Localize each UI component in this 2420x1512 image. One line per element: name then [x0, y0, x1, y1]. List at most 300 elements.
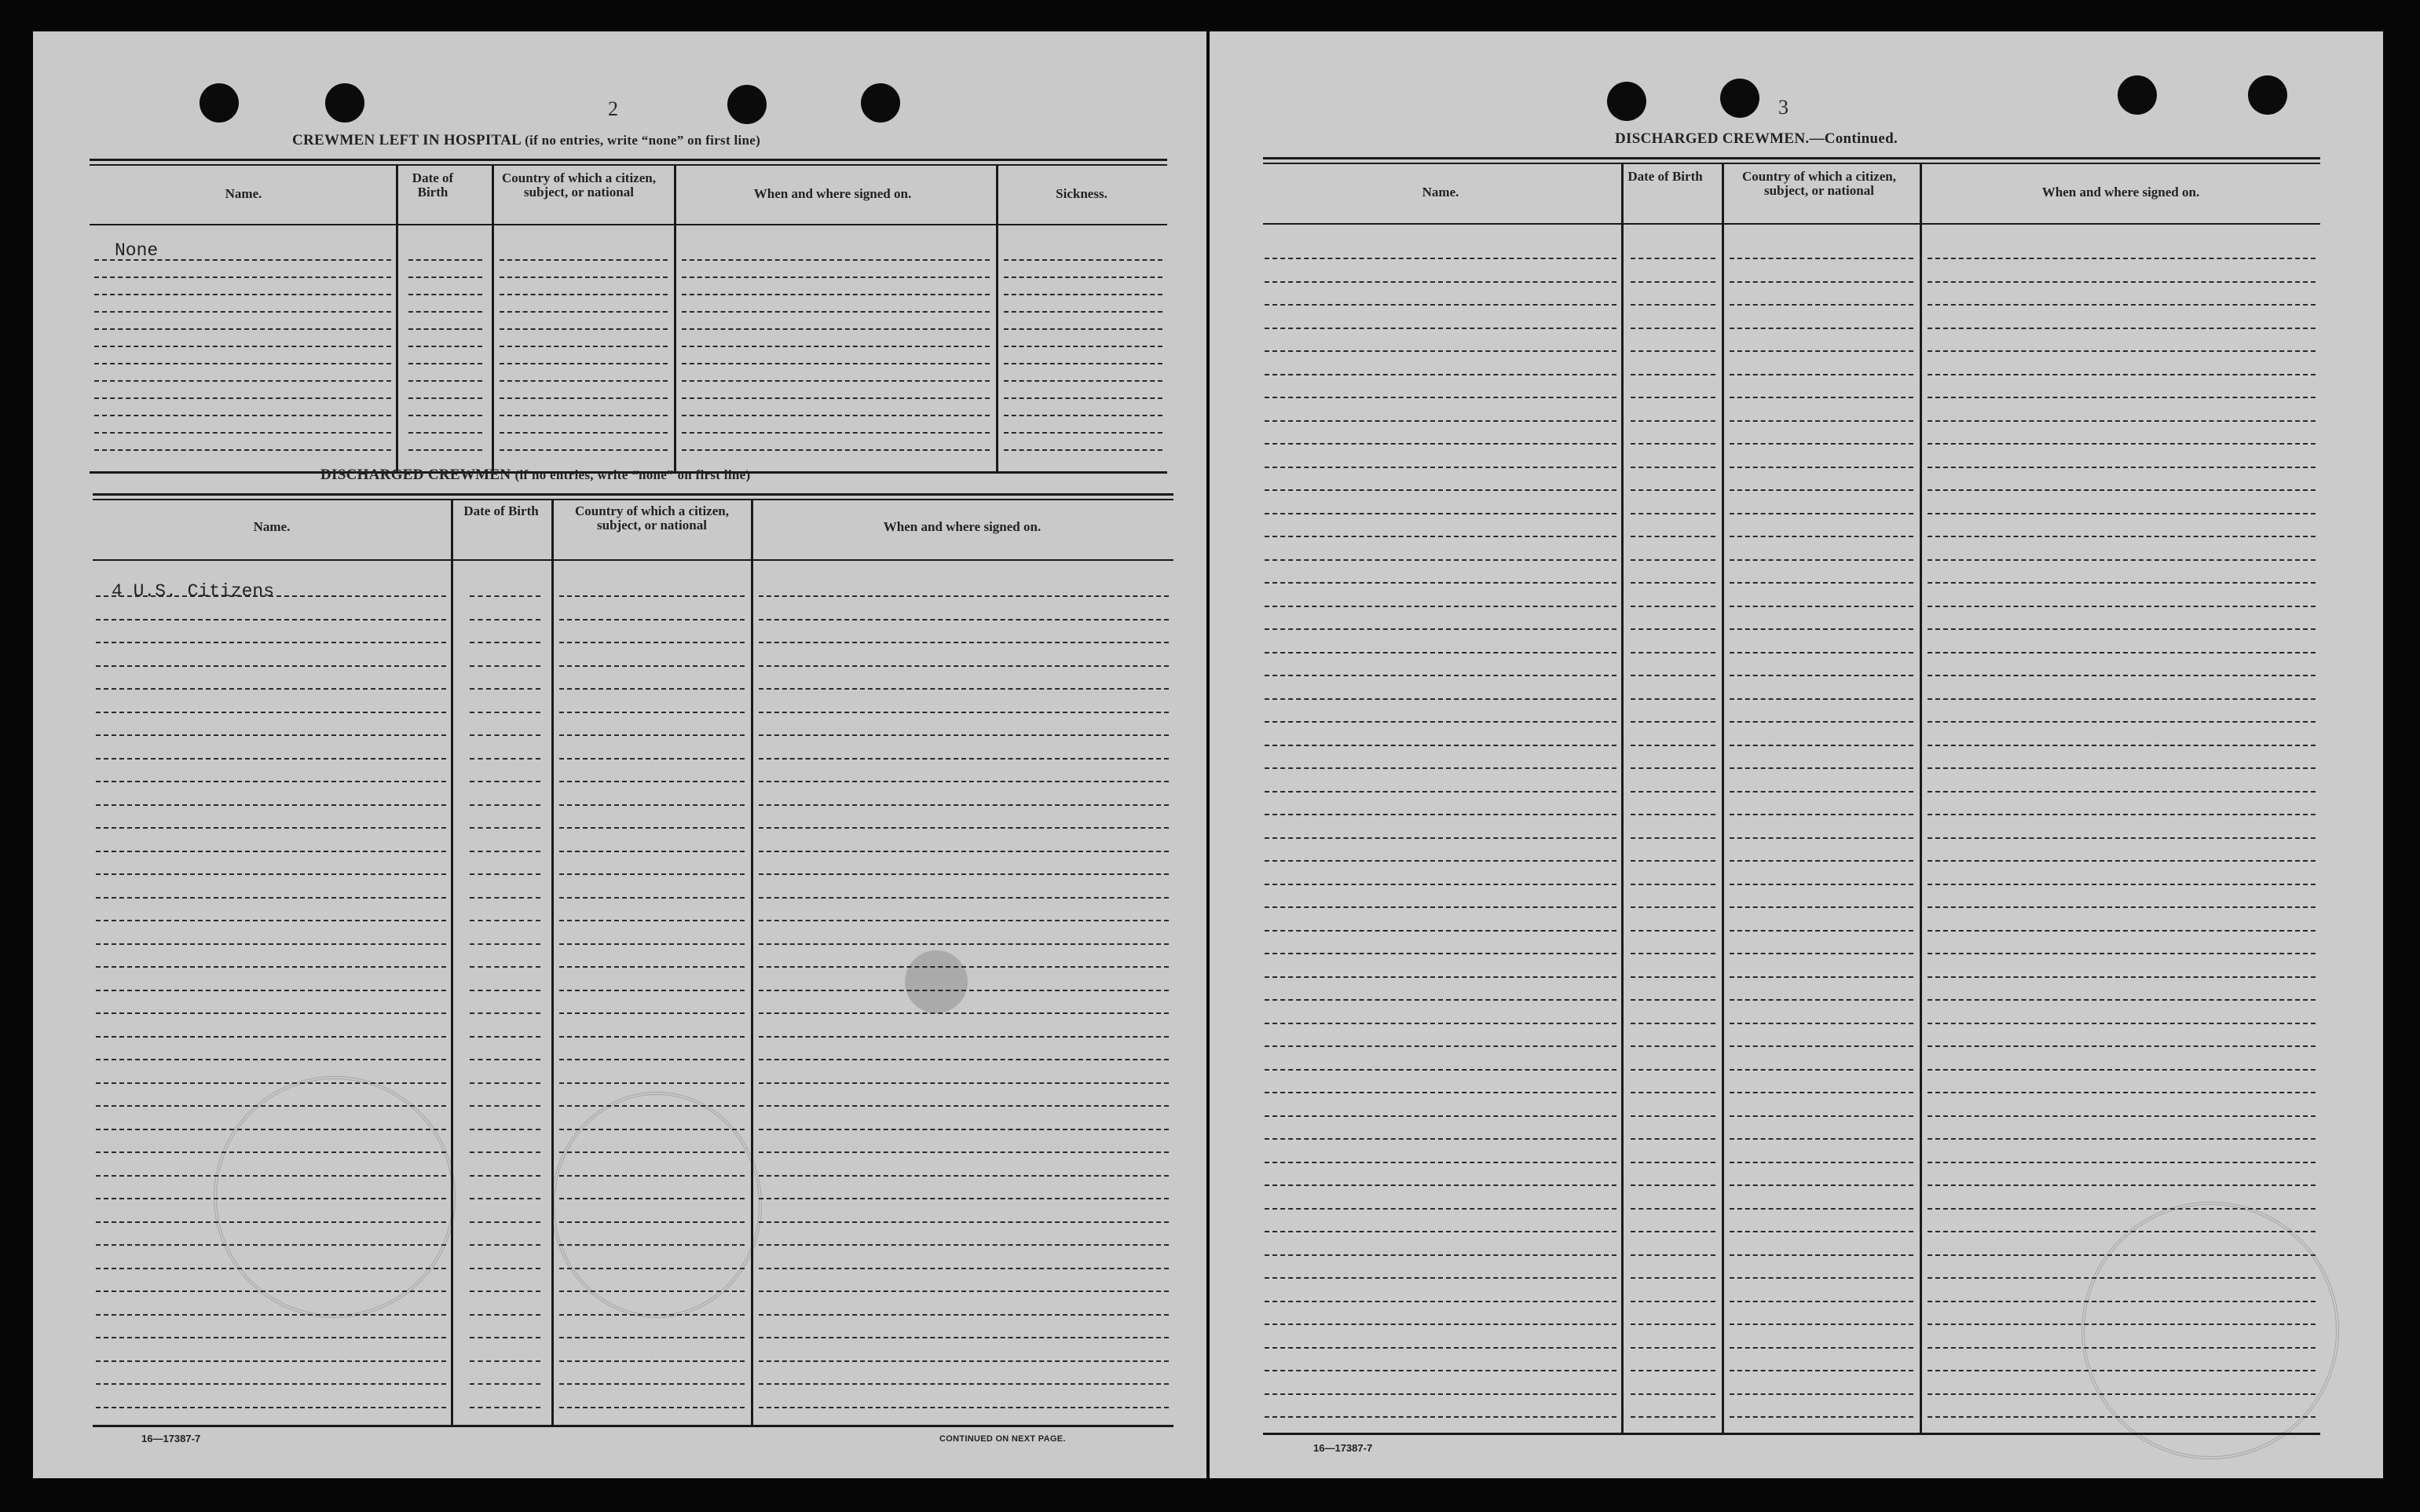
row-line — [1730, 652, 1913, 653]
row-line — [470, 1198, 540, 1199]
row-line — [96, 943, 446, 945]
row-line — [1730, 1045, 1913, 1047]
row-line — [1265, 281, 1616, 283]
row-line — [1928, 767, 2316, 769]
row-line — [470, 1151, 540, 1153]
row-line — [1004, 363, 1162, 364]
section-title-discharged-continued — [1615, 130, 1898, 148]
section-title-text: CREWMEN LEFT IN HOSPITAL — [292, 132, 522, 148]
row-line — [1730, 536, 1913, 537]
row-line — [759, 804, 1169, 806]
row-line — [1730, 606, 1913, 607]
row-line — [96, 712, 446, 713]
row-line — [470, 734, 540, 736]
smudge — [905, 950, 968, 1013]
row-line — [1928, 1162, 2316, 1163]
row-line — [1730, 1416, 1913, 1418]
row-line — [1928, 814, 2316, 815]
row-line — [1631, 675, 1715, 676]
row-line — [1631, 1092, 1715, 1093]
row-line — [1265, 1184, 1616, 1186]
left-page — [33, 31, 1206, 1478]
row-line — [1265, 814, 1616, 815]
row-line — [1928, 1301, 2316, 1302]
row-line — [1631, 1370, 1715, 1371]
row-line — [1265, 837, 1616, 839]
punch-hole — [1720, 79, 1759, 118]
row-line — [96, 1291, 446, 1292]
row-line — [96, 1036, 446, 1038]
row-line — [408, 432, 482, 434]
row-line — [1265, 489, 1616, 491]
row-line — [759, 943, 1169, 945]
row-line — [559, 1175, 745, 1177]
row-line — [559, 781, 745, 782]
header-rule — [93, 559, 1173, 561]
row-line — [500, 397, 668, 399]
row-line — [1730, 814, 1913, 815]
row-line — [94, 432, 391, 434]
row-line — [1730, 930, 1913, 932]
row-line — [1265, 443, 1616, 445]
row-line — [1928, 1069, 2316, 1071]
row-line — [470, 1012, 540, 1014]
row-line — [1928, 1347, 2316, 1349]
row-line — [1730, 1277, 1913, 1279]
row-line — [408, 294, 482, 295]
row-line — [1928, 328, 2316, 329]
row-line — [1928, 489, 2316, 491]
row-line — [1730, 559, 1913, 561]
row-line — [1730, 791, 1913, 793]
row-line — [96, 851, 446, 852]
row-line — [759, 595, 1169, 597]
row-line — [96, 966, 446, 968]
row-line — [1928, 350, 2316, 352]
section-title-hospital — [292, 132, 760, 149]
row-line — [559, 943, 745, 945]
row-line — [1265, 721, 1616, 723]
column-header: Date of Birth — [463, 503, 539, 518]
row-line — [759, 1082, 1169, 1084]
row-line — [408, 346, 482, 347]
row-line — [1730, 1069, 1913, 1071]
row-line — [1631, 1045, 1715, 1047]
row-line — [1004, 311, 1162, 313]
row-line — [1265, 675, 1616, 676]
row-line — [559, 1082, 745, 1084]
row-line — [559, 1105, 745, 1107]
row-line — [559, 966, 745, 968]
row-line — [559, 734, 745, 736]
row-line — [96, 1175, 446, 1177]
row-line — [1928, 304, 2316, 306]
row-line — [1631, 1254, 1715, 1256]
row-line — [1004, 415, 1162, 416]
row-line — [1631, 1208, 1715, 1210]
row-line — [470, 595, 540, 597]
row-line — [470, 804, 540, 806]
row-line — [1265, 652, 1616, 653]
row-line — [559, 1036, 745, 1038]
row-line — [1004, 276, 1162, 278]
row-line — [94, 449, 391, 451]
row-line — [408, 380, 482, 382]
row-line — [1928, 745, 2316, 746]
row-line — [1265, 1347, 1616, 1349]
row-line — [94, 311, 391, 313]
row-line — [500, 276, 668, 278]
row-line — [1631, 745, 1715, 746]
column-divider — [451, 500, 453, 1426]
page-number: 2 — [608, 97, 618, 120]
row-line — [1928, 536, 2316, 537]
row-line — [1730, 1393, 1913, 1395]
row-line — [96, 781, 446, 782]
row-line — [1265, 258, 1616, 259]
row-line — [408, 397, 482, 399]
row-line — [559, 1151, 745, 1153]
row-line — [1928, 837, 2316, 839]
table-top-rule — [1263, 163, 2320, 164]
row-line — [1730, 1208, 1913, 1210]
row-line — [470, 1291, 540, 1292]
punch-hole — [727, 85, 767, 124]
row-line — [1631, 1138, 1715, 1140]
row-line — [559, 873, 745, 875]
row-line — [682, 432, 990, 434]
row-line — [1928, 443, 2316, 445]
row-line — [1265, 420, 1616, 422]
row-line — [759, 1291, 1169, 1292]
row-line — [559, 1314, 745, 1316]
row-line — [500, 259, 668, 261]
row-line — [682, 363, 990, 364]
row-line — [470, 943, 540, 945]
row-line — [1631, 559, 1715, 561]
row-line — [500, 415, 668, 416]
row-line — [1631, 628, 1715, 630]
row-line — [1265, 467, 1616, 468]
row-line — [1631, 1323, 1715, 1325]
row-line — [1265, 374, 1616, 375]
row-line — [96, 1360, 446, 1362]
row-line — [759, 1314, 1169, 1316]
row-line — [1631, 837, 1715, 839]
form-number: 16—17387-7 — [141, 1433, 201, 1444]
row-line — [1631, 976, 1715, 978]
column-divider — [396, 165, 398, 473]
row-line — [1928, 906, 2316, 908]
row-line — [759, 712, 1169, 713]
row-line — [500, 294, 668, 295]
column-divider — [751, 500, 753, 1426]
row-line — [470, 920, 540, 921]
row-line — [470, 1036, 540, 1038]
row-line — [682, 328, 990, 330]
row-line — [96, 1105, 446, 1107]
row-line — [470, 1360, 540, 1362]
row-line — [1730, 1370, 1913, 1371]
row-line — [559, 827, 745, 829]
row-line — [1631, 258, 1715, 259]
row-line — [1730, 1347, 1913, 1349]
row-line — [1928, 1393, 2316, 1395]
table-top-rule — [93, 493, 1173, 496]
row-line — [1730, 1184, 1913, 1186]
row-line — [1631, 582, 1715, 584]
row-line — [408, 311, 482, 313]
row-line — [1265, 513, 1616, 514]
row-line — [759, 851, 1169, 852]
row-line — [408, 328, 482, 330]
row-line — [759, 827, 1169, 829]
row-line — [96, 897, 446, 899]
row-line — [96, 688, 446, 690]
row-line — [1265, 1208, 1616, 1210]
row-line — [1631, 1277, 1715, 1279]
row-line — [1265, 1393, 1616, 1395]
row-line — [759, 642, 1169, 643]
row-line — [1631, 281, 1715, 283]
row-line — [470, 1383, 540, 1385]
row-line — [1631, 1162, 1715, 1163]
row-line — [1730, 999, 1913, 1001]
row-line — [96, 1244, 446, 1246]
row-line — [96, 1314, 446, 1316]
row-line — [1265, 1092, 1616, 1093]
column-divider — [551, 500, 554, 1426]
row-line — [94, 294, 391, 295]
row-line — [1265, 1254, 1616, 1256]
row-line — [1928, 1277, 2316, 1279]
row-line — [470, 712, 540, 713]
row-line — [1265, 628, 1616, 630]
row-line — [96, 1082, 446, 1084]
row-line — [96, 920, 446, 921]
row-line — [96, 642, 446, 643]
column-header: When and where signed on. — [753, 186, 912, 201]
row-line — [1730, 767, 1913, 769]
punch-hole — [1607, 82, 1646, 121]
row-line — [1631, 374, 1715, 375]
row-line — [96, 619, 446, 621]
row-line — [1265, 1277, 1616, 1279]
row-line — [759, 688, 1169, 690]
row-line — [1928, 1138, 2316, 1140]
faded-stamp — [214, 1076, 456, 1318]
row-line — [559, 897, 745, 899]
row-line — [759, 1337, 1169, 1338]
row-line — [470, 1221, 540, 1223]
row-line — [96, 665, 446, 667]
row-line — [1265, 767, 1616, 769]
punch-hole — [200, 83, 239, 123]
row-line — [1730, 328, 1913, 329]
row-line — [682, 346, 990, 347]
row-line — [559, 642, 745, 643]
row-line — [759, 920, 1169, 921]
row-line — [470, 1244, 540, 1246]
row-line — [1730, 745, 1913, 746]
row-line — [759, 781, 1169, 782]
row-line — [1928, 675, 2316, 676]
row-line — [470, 688, 540, 690]
row-line — [1631, 1416, 1715, 1418]
row-line — [1730, 397, 1913, 398]
row-line — [94, 346, 391, 347]
row-line — [1730, 675, 1913, 676]
row-line — [1631, 721, 1715, 723]
row-line — [1631, 652, 1715, 653]
row-line — [96, 873, 446, 875]
row-line — [1631, 860, 1715, 862]
row-line — [1730, 976, 1913, 978]
row-line — [1631, 420, 1715, 422]
row-line — [1928, 1045, 2316, 1047]
row-line — [682, 259, 990, 261]
row-line — [500, 311, 668, 313]
row-line — [1730, 467, 1913, 468]
row-line — [759, 1012, 1169, 1014]
row-line — [1928, 930, 2316, 932]
column-header: Date of Birth — [412, 170, 454, 200]
row-line — [1265, 328, 1616, 329]
row-line — [559, 619, 745, 621]
row-line — [759, 897, 1169, 899]
row-line — [759, 1198, 1169, 1199]
row-line — [96, 1407, 446, 1408]
row-line — [470, 990, 540, 991]
row-line — [559, 665, 745, 667]
row-line — [559, 1244, 745, 1246]
row-line — [1265, 745, 1616, 746]
row-line — [94, 363, 391, 364]
row-line — [1730, 489, 1913, 491]
row-line — [1631, 1069, 1715, 1071]
row-line — [96, 1151, 446, 1153]
row-line — [470, 1268, 540, 1269]
row-line — [1631, 328, 1715, 329]
row-line — [94, 276, 391, 278]
row-line — [470, 873, 540, 875]
row-line — [1730, 350, 1913, 352]
row-line — [1631, 767, 1715, 769]
row-line — [682, 449, 990, 451]
row-line — [759, 1221, 1169, 1223]
row-line — [559, 1012, 745, 1014]
row-line — [94, 328, 391, 330]
row-line — [1631, 1184, 1715, 1186]
row-line — [1265, 1162, 1616, 1163]
table-top-rule — [93, 499, 1173, 500]
row-line — [759, 665, 1169, 667]
row-line — [96, 990, 446, 991]
row-line — [1730, 698, 1913, 700]
row-line — [1265, 1231, 1616, 1232]
row-line — [759, 1383, 1169, 1385]
row-line — [1265, 304, 1616, 306]
row-line — [1265, 606, 1616, 607]
row-line — [1928, 628, 2316, 630]
row-line — [1265, 906, 1616, 908]
row-line — [1730, 1231, 1913, 1232]
row-line — [759, 1268, 1169, 1269]
row-line — [470, 851, 540, 852]
column-header: Country of which a citizen, subject, or national — [575, 503, 729, 533]
row-line — [559, 1360, 745, 1362]
row-line — [559, 758, 745, 760]
row-line — [94, 415, 391, 416]
row-line — [759, 758, 1169, 760]
row-line — [1631, 1347, 1715, 1349]
row-line — [1265, 1115, 1616, 1117]
row-line — [759, 619, 1169, 621]
column-header: Date of Birth — [1627, 169, 1703, 184]
column-divider — [492, 165, 494, 473]
row-line — [759, 734, 1169, 736]
row-line — [682, 311, 990, 313]
row-line — [470, 1105, 540, 1107]
row-line — [1265, 1416, 1616, 1418]
row-line — [500, 449, 668, 451]
row-line — [1631, 350, 1715, 352]
row-line — [559, 1268, 745, 1269]
row-line — [1004, 294, 1162, 295]
row-line — [759, 990, 1169, 991]
faded-stamp — [551, 1092, 762, 1318]
row-line — [559, 1129, 745, 1130]
column-header: When and where signed on. — [883, 519, 1042, 534]
row-line — [559, 1407, 745, 1408]
table-top-rule — [1263, 157, 2320, 159]
first-entry: 4 U.S. Citizens — [112, 581, 275, 602]
column-divider — [1920, 163, 1922, 1434]
row-line — [96, 827, 446, 829]
row-line — [1730, 1092, 1913, 1093]
row-line — [470, 619, 540, 621]
right-page — [1210, 31, 2383, 1478]
row-line — [1928, 1184, 2316, 1186]
row-line — [559, 1291, 745, 1292]
row-line — [759, 873, 1169, 875]
row-line — [1631, 513, 1715, 514]
row-line — [470, 966, 540, 968]
column-header: Country of which a citizen, subject, or national — [1742, 169, 1896, 198]
section-instruction: (if no entries, write “none” on first line) — [514, 467, 751, 482]
table-bottom-rule — [93, 1425, 1173, 1427]
row-line — [759, 1151, 1169, 1153]
row-line — [1928, 1323, 2316, 1325]
row-line — [1928, 467, 2316, 468]
row-line — [1730, 1138, 1913, 1140]
row-line — [470, 781, 540, 782]
row-line — [96, 1337, 446, 1338]
row-line — [1004, 346, 1162, 347]
table-top-rule — [90, 159, 1167, 161]
row-line — [759, 966, 1169, 968]
row-line — [1004, 328, 1162, 330]
row-line — [1631, 1115, 1715, 1117]
row-line — [1928, 1115, 2316, 1117]
row-line — [559, 920, 745, 921]
row-line — [1631, 884, 1715, 885]
row-line — [1928, 513, 2316, 514]
row-line — [1265, 397, 1616, 398]
row-line — [1265, 1301, 1616, 1302]
row-line — [1928, 559, 2316, 561]
row-line — [1265, 930, 1616, 932]
